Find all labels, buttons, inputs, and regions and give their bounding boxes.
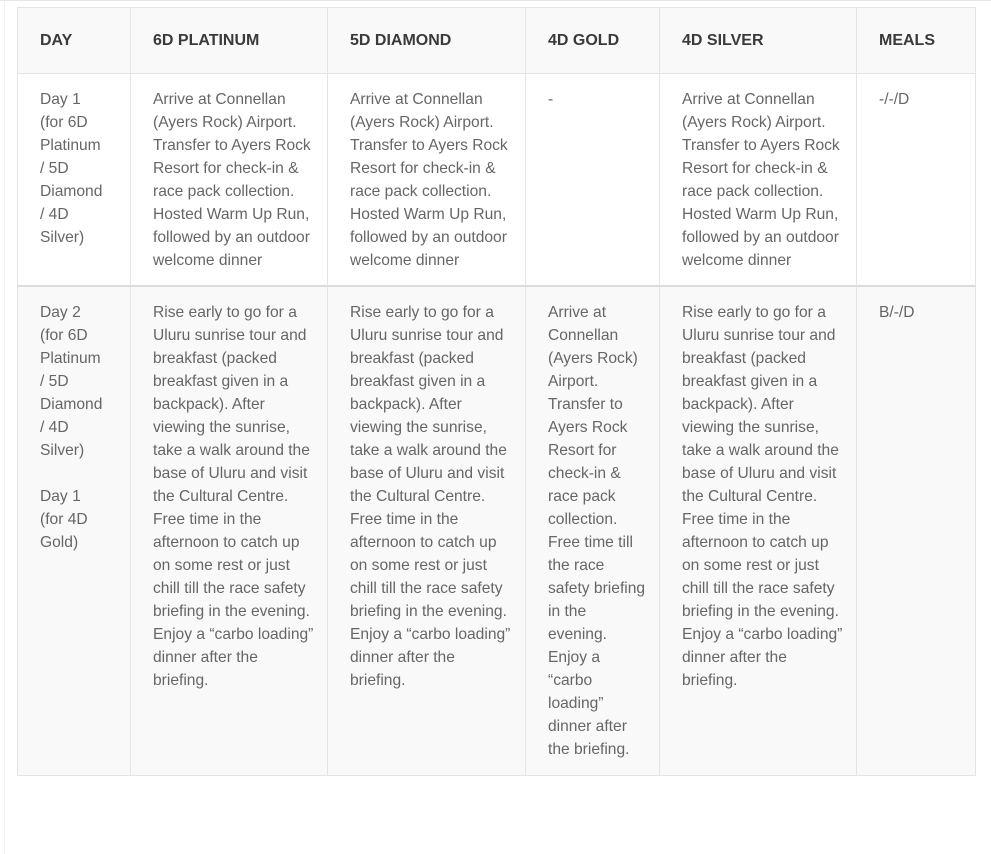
left-gutter-line [4, 1, 5, 854]
table-row [18, 74, 976, 287]
gold-cell: Arrive at Connellan (Ayers Rock) Airport. Transfer to Ayers Rock Resort for check-in & race pack collection. Free time till the race safety briefing in the evening. Enjoy a “carbo loading” dinner after the briefing. [526, 286, 660, 776]
day-cell: Day 1 (for 6D Platinum / 5D Diamond / 4D Silver) [18, 74, 131, 287]
header-5d-diamond: 5D DIAMOND [328, 8, 526, 74]
platinum-cell: Rise early to go for a Uluru sunrise tour and breakfast (packed breakfast given in a backpack). After viewing the sunrise, take a walk around the base of Uluru and visit the Cultural Centre. Free time in the afternoon to catch up on some rest or just chill till the race safety briefing in the evening. Enjoy a “carbo loading” dinner after the briefing. [131, 286, 328, 776]
header-6d-platinum: 6D PLATINUM [131, 8, 328, 74]
header-4d-gold: 4D GOLD [526, 8, 660, 74]
gold-cell: - [526, 74, 660, 287]
meals-cell: -/-/D [857, 74, 976, 287]
meals-cell: B/-/D [857, 286, 976, 776]
silver-cell: Arrive at Connellan (Ayers Rock) Airport. Transfer to Ayers Rock Resort for check-in & race pack collection. Hosted Warm Up Run, followed by an outdoor welcome dinner [660, 74, 857, 287]
day-cell: Day 2 (for 6D Platinum / 5D Diamond / 4D Silver) Day 1 (for 4D Gold) [18, 286, 131, 776]
header-day: DAY [18, 8, 131, 74]
table-row [18, 286, 976, 776]
silver-cell: Rise early to go for a Uluru sunrise tour and breakfast (packed breakfast given in a backpack). After viewing the sunrise, take a walk around the base of Uluru and visit the Cultural Centre. Free time in the afternoon to catch up on some rest or just chill till the race safety briefing in the evening. Enjoy a “carbo loading” dinner after the briefing. [660, 286, 857, 776]
header-meals: MEALS [857, 8, 976, 74]
platinum-cell: Arrive at Connellan (Ayers Rock) Airport. Transfer to Ayers Rock Resort for check-in & race pack collection. Hosted Warm Up Run, followed by an outdoor welcome dinner [131, 74, 328, 287]
itinerary-table [17, 7, 976, 776]
diamond-cell: Rise early to go for a Uluru sunrise tour and breakfast (packed breakfast given in a backpack). After viewing the sunrise, take a walk around the base of Uluru and visit the Cultural Centre. Free time in the afternoon to catch up on some rest or just chill till the race safety briefing in the evening. Enjoy a “carbo loading” dinner after the briefing. [328, 286, 526, 776]
diamond-cell: Arrive at Connellan (Ayers Rock) Airport. Transfer to Ayers Rock Resort for check-in & race pack collection. Hosted Warm Up Run, followed by an outdoor welcome dinner [328, 74, 526, 287]
header-4d-silver: 4D SILVER [660, 8, 857, 74]
table-header-row [18, 8, 976, 74]
